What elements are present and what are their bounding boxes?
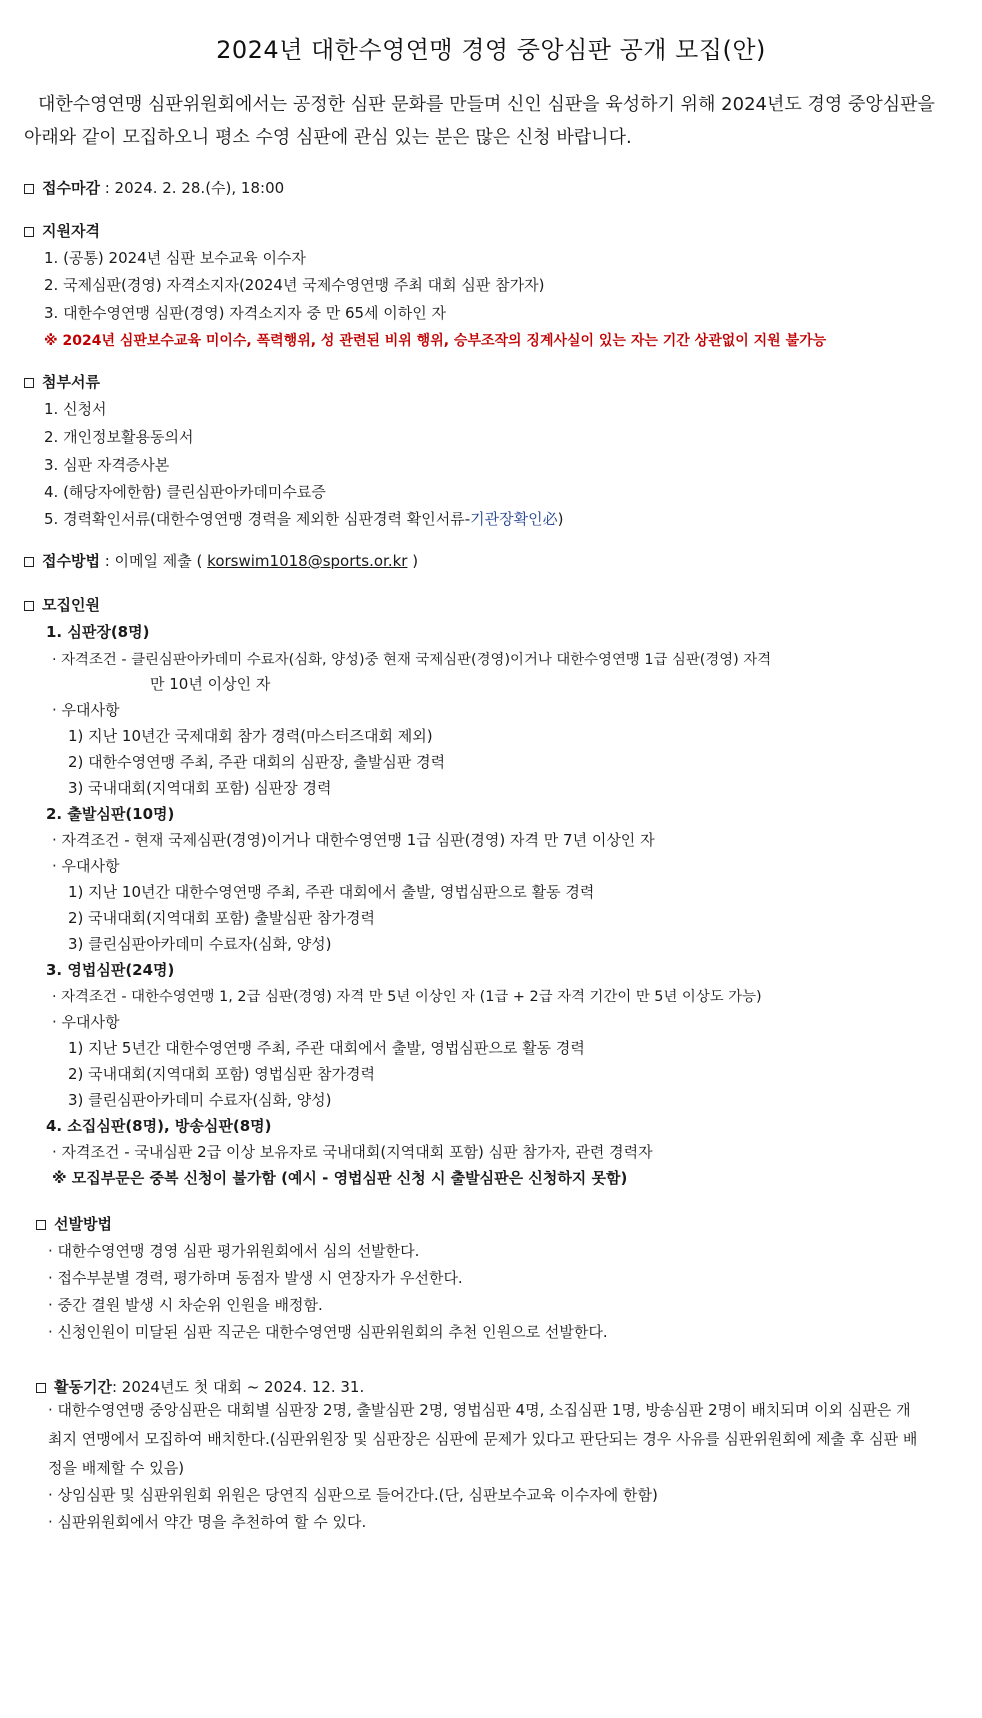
recruit-clerk-condition: · 자격조건 - 국내심판 2급 이상 보유자로 국내대회(지역대회 포함) 심판 참가자, 관련 경력자 xyxy=(52,1143,653,1161)
recruit-chief-pref-label: · 우대사항 xyxy=(52,701,120,719)
recruit-stroke-pref-label: · 우대사항 xyxy=(52,1013,120,1031)
deadline-value: : 2024. 2. 28.(수), 18:00 xyxy=(99,179,285,197)
documents-item-5-highlight: 기관장확인必 xyxy=(470,510,558,528)
recruit-chief-title: 1. 심판장(8명) xyxy=(46,623,150,641)
recruit-chief-pref: 3) 국내대회(지역대회 포함) 심판장 경력 xyxy=(68,779,332,797)
section-method xyxy=(24,550,418,571)
period-value: : 2024년도 첫 대회 ~ 2024. 12. 31. xyxy=(111,1378,365,1396)
qualification-warning: ※ 2024년 심판보수교육 미이수, 폭력행위, 성 관련된 비위 행위, 승부조작의 징계사실이 있는 자는 기간 상관없이 지원 불가능 xyxy=(44,333,827,349)
documents-item-5 xyxy=(44,508,563,529)
selection-item: · 대한수영연맹 경영 심판 평가위원회에서 심의 선발한다. xyxy=(48,1242,420,1260)
page-title: 2024년 대한수영연맹 경영 중앙심판 공개 모집(안) xyxy=(216,36,766,64)
recruit-chief-pref: 1) 지난 10년간 국제대회 참가 경력(마스터즈대회 제외) xyxy=(68,727,433,745)
section-deadline xyxy=(24,177,284,198)
documents-item: 1. 신청서 xyxy=(44,400,107,418)
recruit-stroke-condition: · 자격조건 - 대한수영연맹 1, 2급 심판(경영) 자격 만 5년 이상인 자 (1급 + 2급 자격 기간이 만 5년 이상도 가능) xyxy=(52,989,762,1005)
checkbox-square-icon xyxy=(24,601,34,611)
checkbox-square-icon xyxy=(36,1383,46,1393)
selection-item: · 접수부분별 경력, 평가하며 동점자 발생 시 연장자가 우선한다. xyxy=(48,1269,463,1287)
recruit-label: 모집인원 xyxy=(42,596,100,614)
recruit-chief-condition: · 자격조건 - 클린심판아카데미 수료자(심화, 양성)중 현재 국제심판(경영)이거나 대한수영연맹 1급 심판(경영) 자격 xyxy=(52,652,772,668)
recruit-clerk-title: 4. 소집심판(8명), 방송심판(8명) xyxy=(46,1117,272,1135)
recruit-starter-condition: · 자격조건 - 현재 국제심판(경영)이거나 대한수영연맹 1급 심판(경영) 자격 만 7년 이상인 자 xyxy=(52,831,655,849)
selection-item: · 중간 결원 발생 시 차순위 인원을 배정함. xyxy=(48,1296,323,1314)
method-suffix: ) xyxy=(407,552,419,570)
recruit-chief-pref: 2) 대한수영연맹 주최, 주관 대회의 심판장, 출발심판 경력 xyxy=(68,753,446,771)
checkbox-square-icon xyxy=(24,184,34,194)
deadline-label: 접수마감 xyxy=(42,179,100,197)
recruit-stroke-pref: 1) 지난 5년간 대한수영연맹 주최, 주관 대회에서 출발, 영법심판으로 활동 경력 xyxy=(68,1039,585,1057)
recruit-starter-pref: 2) 국내대회(지역대회 포함) 출발심판 참가경력 xyxy=(68,909,375,927)
selection-item: · 신청인원이 미달된 심판 직군은 대한수영연맹 심판위원회의 추천 인원으로 선발한다. xyxy=(48,1323,608,1341)
checkbox-square-icon xyxy=(24,227,34,237)
section-qualification xyxy=(24,220,100,241)
recruit-starter-pref: 3) 클린심판아카데미 수료자(심화, 양성) xyxy=(68,935,332,953)
email-link[interactable]: korswim1018@sports.or.kr xyxy=(207,552,408,570)
documents-item: 3. 심판 자격증사본 xyxy=(44,456,170,474)
recruit-starter-pref-label: · 우대사항 xyxy=(52,857,120,875)
documents-item-5-prefix: 5. 경력확인서류(대한수영연맹 경력을 제외한 심판경력 확인서류- xyxy=(44,510,471,528)
section-recruit xyxy=(24,594,100,615)
intro-text: 대한수영연맹 심판위원회에서는 공정한 심판 문화를 만들며 신인 심판을 육성하기 위해 2024년도 경영 중앙심판을 아래와 같이 모집하오니 평소 수영 심판에 관심 있는 분은 많은 신청 바랍니다. xyxy=(24,94,935,148)
method-prefix: : 이메일 제출 ( xyxy=(99,552,208,570)
section-documents xyxy=(24,371,100,392)
recruit-note: ※ 모집부문은 중복 신청이 불가함 (예시 - 영법심판 신청 시 출발심판은 신청하지 못함) xyxy=(52,1169,628,1187)
recruit-starter-pref: 1) 지난 10년간 대한수영연맹 주최, 주관 대회에서 출발, 영법심판으로 활동 경력 xyxy=(68,883,595,901)
period-label: 활동기간 xyxy=(54,1378,112,1396)
recruit-starter-title: 2. 출발심판(10명) xyxy=(46,805,175,823)
section-period xyxy=(36,1376,364,1397)
documents-item-5-suffix: ) xyxy=(557,510,564,528)
selection-label: 선발방법 xyxy=(54,1215,112,1233)
qualification-item: 2. 국제심판(경영) 자격소지자(2024년 국제수영연맹 주최 대회 심판 참가자) xyxy=(44,276,545,294)
qualification-item: 3. 대한수영연맹 심판(경영) 자격소지자 중 만 65세 이하인 자 xyxy=(44,304,447,322)
documents-item: 4. (해당자에한함) 클린심판아카데미수료증 xyxy=(44,483,326,501)
recruit-stroke-pref: 2) 국내대회(지역대회 포함) 영법심판 참가경력 xyxy=(68,1065,375,1083)
qualification-label: 지원자격 xyxy=(42,222,100,240)
section-selection xyxy=(36,1213,112,1234)
recruit-stroke-pref: 3) 클린심판아카데미 수료자(심화, 양성) xyxy=(68,1091,332,1109)
checkbox-square-icon xyxy=(24,557,34,567)
intro-paragraph xyxy=(24,88,954,154)
checkbox-square-icon xyxy=(36,1220,46,1230)
documents-item: 2. 개인정보활용동의서 xyxy=(44,428,194,446)
recruit-chief-condition-cont: 만 10년 이상인 자 xyxy=(150,675,271,693)
period-item: · 상임심판 및 심판위원회 위원은 당연직 심판으로 들어간다.(단, 심판보수교육 이수자에 한함) xyxy=(48,1486,658,1504)
period-item: · 심판위원회에서 약간 명을 추천하여 할 수 있다. xyxy=(48,1513,367,1531)
method-label: 접수방법 xyxy=(42,552,100,570)
documents-label: 첨부서류 xyxy=(42,373,100,391)
checkbox-square-icon xyxy=(24,378,34,388)
qualification-item: 1. (공통) 2024년 심판 보수교육 이수자 xyxy=(44,249,306,267)
period-item: · 대한수영연맹 중앙심판은 대회별 심판장 2명, 출발심판 2명, 영법심판 4명, 소집심판 1명, 방송심판 2명이 배치되며 이외 심판은 개최지 연맹에서 모집하여 배치한다.(심판위원장 및 심판장은 심판에 문제가 있다고 판단되는 경우 사유를 심판위원회에 제출 후 심판 배정을 배제할 수 있음) xyxy=(48,1401,918,1477)
recruit-stroke-title: 3. 영법심판(24명) xyxy=(46,961,175,979)
